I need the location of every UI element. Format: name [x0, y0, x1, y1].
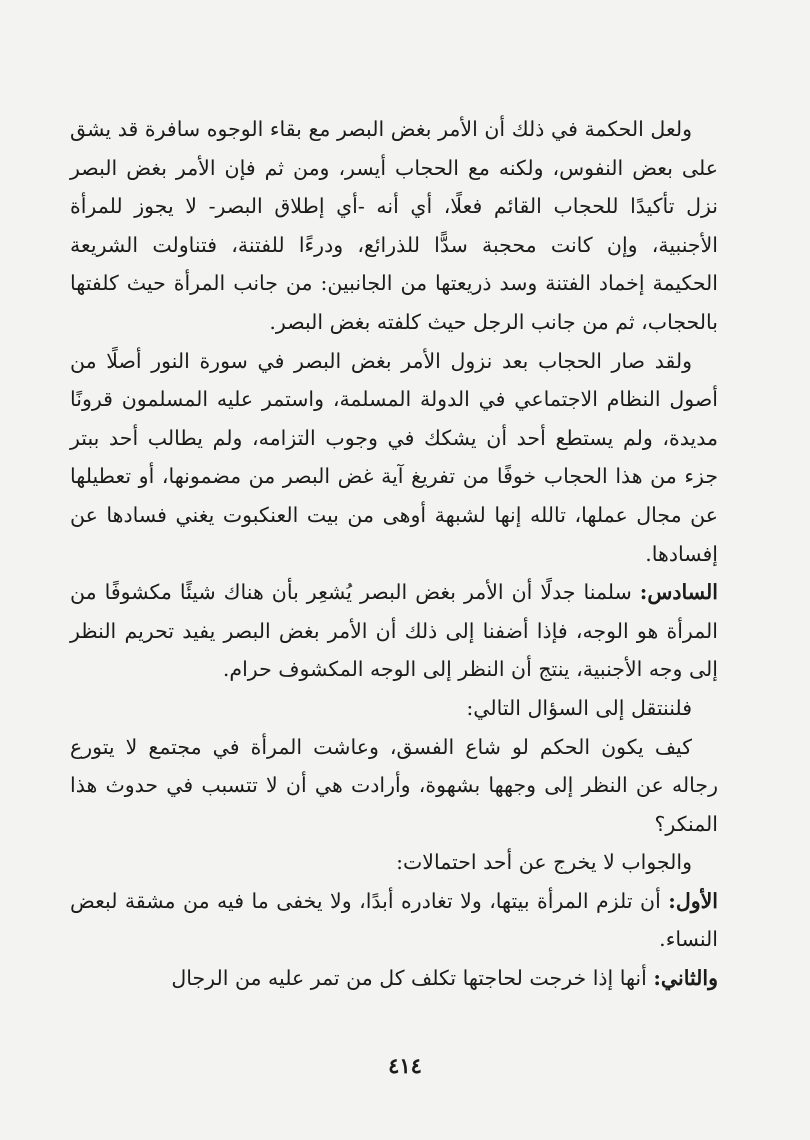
paragraph-5 — [70, 728, 718, 844]
paragraph-3-lead: السادس: — [639, 580, 718, 605]
paragraph-4-text: فلننتقل إلى السؤال التالي: — [466, 695, 692, 720]
paragraph-3 — [70, 573, 718, 689]
paragraph-2-text: ولقد صار الحجاب بعد نزول الأمر بغض البصر في سورة النور أصلًا من أصول النظام الاجتماعي في الدولة المسلمة، واستمر عليه المسلمون قرونًا مديدة، ولم يستطع أحد أن يشكك في وجوب التزامه، ولم يطالب أحد ببتر جزء من هذا الحجاب خوفًا من تفريغ آية غض البصر من مضمونها، أو تعطيلها عن مجال عملها، تالله إنها لشبهة أوهى من بيت العنكبوت يغني فسادها عن إفسادها. — [70, 348, 718, 566]
paragraph-7 — [70, 882, 718, 959]
paragraph-1 — [70, 110, 718, 342]
paragraph-8 — [70, 959, 718, 998]
paragraph-5-text: كيف يكون الحكم لو شاع الفسق، وعاشت المرأة في مجتمع لا يتورع رجاله عن النظر إلى وجهها بشهوة، وأرادت هي أن لا تتسبب في حدوث هذا المنكر؟ — [70, 734, 718, 836]
page-number: ٤١٤ — [388, 1053, 422, 1078]
paragraph-3-text: سلمنا جدلًا أن الأمر بغض البصر يُشعِر بأن هناك شيئًا مكشوفًا من المرأة هو الوجه، فإذا أضفنا إلى ذلك أن الأمر بغض البصر يفيد تحريم النظر إلى وجه الأجنبية، ينتج أن النظر إلى الوجه المكشوف حرام. — [70, 580, 718, 682]
paragraph-8-lead: والثاني: — [653, 966, 718, 991]
paragraph-7-text: أن تلزم المرأة بيتها، ولا تغادره أبدًا، ولا يخفى ما فيه من مشقة لبعض النساء. — [70, 888, 718, 952]
paragraph-8-text: أنها إذا خرجت لحاجتها تكلف كل من تمر عليه من الرجال — [171, 966, 647, 991]
paragraph-2 — [70, 342, 718, 574]
body-text — [70, 110, 718, 998]
paragraph-1-text: ولعل الحكمة في ذلك أن الأمر بغض البصر مع بقاء الوجوه سافرة قد يشق على بعض النفوس، ولكنه مع الحجاب أيسر، ومن ثم فإن الأمر بغض البصر نزل تأكيدًا للحجاب القائم فعلًا، أي أنه -أي إطلاق البصر- لا يجوز للمرأة الأجنبية، وإن كانت محجبة سدًّا للذرائع، ودرءًا للفتنة، فتناولت الشريعة الحكيمة إخماد الفتنة وسد ذريعتها من الجانبين: من جانب المرأة حيث كلفتها بالحجاب، ثم من جانب الرجل حيث كلفته بغض البصر. — [70, 117, 718, 334]
paragraph-6 — [70, 843, 718, 882]
paragraph-6-text: والجواب لا يخرج عن أحد احتمالات: — [396, 850, 692, 875]
paragraph-7-lead: الأول: — [668, 888, 718, 913]
paragraph-4 — [70, 689, 718, 728]
